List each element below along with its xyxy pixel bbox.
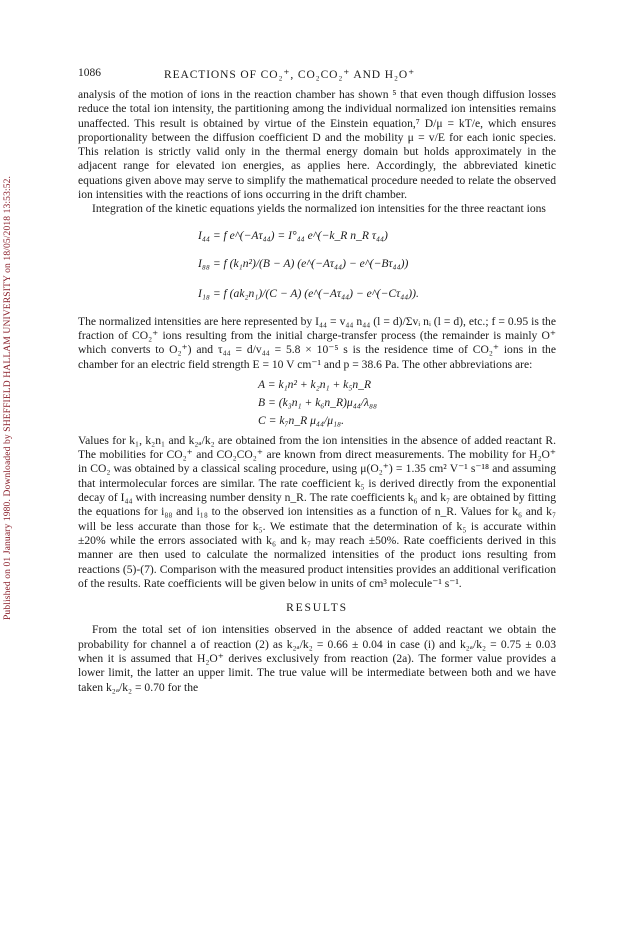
abbreviation-c: C = k₇n_R μ₄₄/μ₁₈.: [258, 413, 344, 427]
running-head: [78, 67, 554, 83]
paragraph-results: From the total set of ion intensities observed in the absence of added reactant we obtain the probability for channel a of reaction (2) as k₂ₐ/k₂ = 0.66 ± 0.04 in case (i) and k₂ₐ/k₂ = 0.75 ± 0.03 when it is assumed that H₂O⁺ derives exclusively from reaction (2a). The former value provides a lower limit, the latter an upper limit. The true value will be intermediate between both and we have taken k₂ₐ/k₂ = 0.70 for the: [78, 623, 556, 694]
equation-i44: I₄₄ = f e^(−Aτ₄₄) = I°₄₄ e^(−k_R n_R τ₄₄): [198, 228, 388, 242]
article-body: [78, 88, 556, 695]
section-heading-results: RESULTS: [286, 601, 348, 615]
abbreviation-equations: [258, 376, 556, 430]
intensity-equations: [198, 223, 556, 309]
abbreviation-b: B = (k₃n₁ + k₆n_R)μ₄₄/λ₈₈: [258, 395, 378, 409]
paragraph-integration: Integration of the kinetic equations yields the normalized ion intensities for the three reactant ions: [92, 202, 546, 216]
paragraph-diffusion: analysis of the motion of ions in the reaction chamber has shown ⁵ that even though diffusion losses reduce the total ion intensity, the partitioning among the individual normalized ion intensities remains unaffected. This result is obtained by virtue of the Einstein equation,⁷ D/μ = kT/e, which ensures proportionality between the diffusion coefficient D and the mobility μ = v/E for each ionic species. This relation is strictly valid only in the thermal energy domain but holds approximately in the adjacent range for elevated ion energies, as applies here. Accordingly, the abbreviated kinetic equations given above may serve to simplify the mathematical procedure needed to relate the observed ion intensities with the reactions of ions occurring in the drift chamber.: [78, 88, 556, 202]
page-number: 1086: [78, 67, 101, 79]
running-title: REACTIONS OF CO₂⁺, CO₂CO₂⁺ AND H₂O⁺: [164, 69, 416, 81]
paragraph-normalized-intensities: The normalized intensities are here represented by I₄₄ = v₄₄ n₄₄ (l = d)/Σvᵢ nᵢ (l = d), etc.; f = 0.95 is the fraction of CO₂⁺ ions resulting from the initial charge-transfer process (the remainder is mainly O⁺ which converts to O₂⁺) and τ₄₄ = d/v₄₄ = 5.8 × 10⁻⁵ s is the residence time of CO₂⁺ ions in the chamber for an electric field strength E = 10 V cm⁻¹ and p = 38.6 Pa. The other abbreviations are:: [78, 314, 556, 371]
paragraph-rate-coefficients: Values for k₁, k₂n₁ and k₂ₐ/k₂ are obtained from the ion intensities in the absence of added reactant R. The mobilities for CO₂⁺ and CO₂CO₂⁺ are known from direct measurements. The mobility for H₂O⁺ in CO₂ was obtained by a classical scaling procedure, using μ(O₂⁺) = 1.35 cm² V⁻¹ s⁻¹⁸ and assuming that intermolecular forces are similar. The rate coefficient k₅ is derived directly from the exponential decay of I₄₄ with increasing number density n_R. The rate coefficients k₆ and k₇ are obtained by fitting the equations for i₈₈ and i₁₈ to the observed ion intensities as a function of n_R. Values for k₆ and k₇ will be less accurate than those for k₅. We estimate that the determination of k₅ is accurate within ±20% while the errors associated with k₆ and k₇ may reach ±50%. Rate coefficients derived in this manner are then used to calculate the normalized intensities of the product ions resulting from reactions (5)-(7). Comparison with the measured product intensities provides an additional verification of the results. Rate coefficients will be given below in units of cm³ molecule⁻¹ s⁻¹.: [78, 433, 556, 590]
equation-i18: I₁₈ = f (ak₂n₁)/(C − A) (e^(−Aτ₄₄) − e^(−Cτ₄₄)).: [198, 286, 419, 300]
download-watermark: Published on 01 January 1980. Downloaded by SHEFFIELD HALLAM UNIVERSITY on 18/05/2018 13:53:52.: [2, 175, 13, 620]
equation-i88: I₈₈ = f (k₁n²)/(B − A) (e^(−Aτ₄₄) − e^(−Bτ₄₄)): [198, 256, 409, 270]
abbreviation-a: A = k₁n² + k₂n₁ + k₅n_R: [258, 377, 372, 391]
